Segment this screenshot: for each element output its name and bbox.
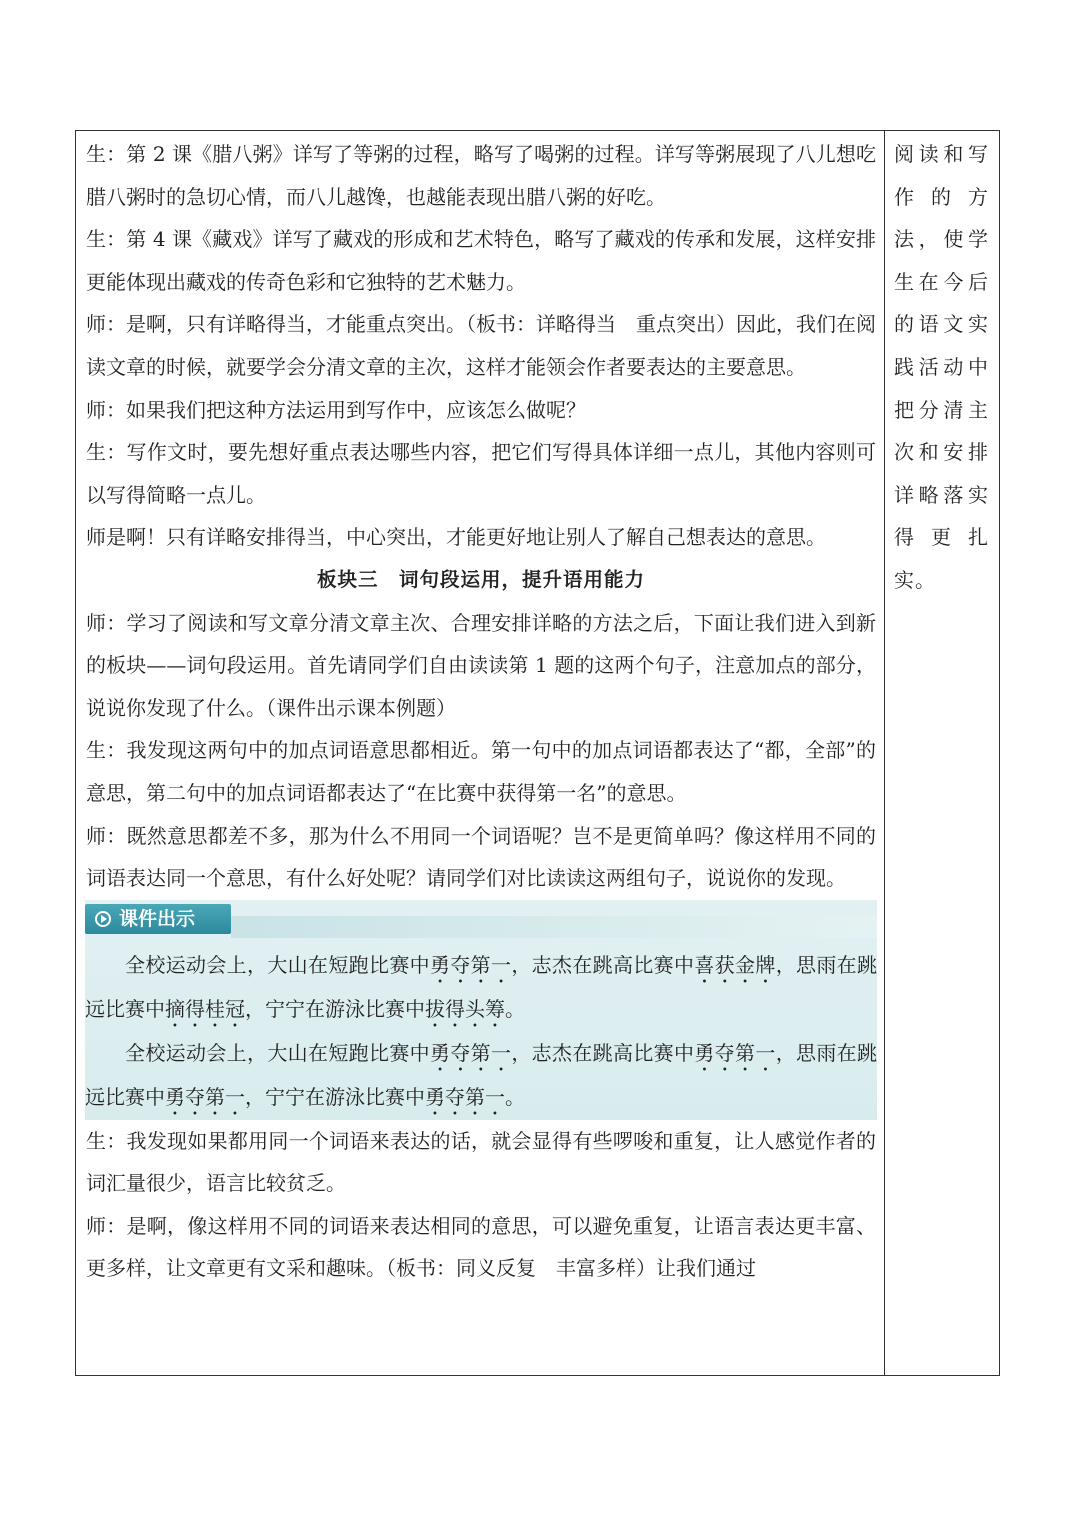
- paragraph-teacher-2: 师：如果我们把这种方法运用到写作中，应该怎么做呢？: [86, 397, 586, 422]
- sentence-text: 。: [505, 1084, 525, 1109]
- paragraph-student-5: 生：我发现如果都用同一个词语来表达的话，就会显得有些啰唆和重复，让人感觉作者的词汇量很少，语言比较贫乏。: [86, 1128, 876, 1196]
- sentence-text: ，宁宁在游泳比赛中: [245, 996, 425, 1021]
- dotted-word: 拔得头筹: [425, 996, 505, 1021]
- sentence-text: ，志杰在跳高比赛中: [511, 1040, 695, 1065]
- dotted-word: 勇夺第一: [430, 1040, 512, 1065]
- dotted-word: 勇夺第一: [430, 952, 512, 977]
- courseware-header: [85, 904, 877, 938]
- courseware-sentences: [85, 944, 877, 1120]
- paragraph-student-1: 生：第 2 课《腊八粥》详写了等粥的过程，略写了喝粥的过程。详写等粥展现了八儿想吃腊八粥时的急切心情，而八儿越馋，也越能表现出腊八粥的好吃。: [86, 142, 876, 209]
- dotted-word: 摘得桂冠: [165, 996, 245, 1021]
- sentence-text: ，思雨在跳远比赛中: [85, 952, 878, 1021]
- sentence-text: ，思雨在跳远比赛中: [85, 1040, 878, 1109]
- courseware-badge: [85, 904, 231, 934]
- column-divider: [884, 131, 885, 1375]
- paragraph-student-2: 生：第 4 课《藏戏》详写了藏戏的形成和艺术特色，略写了藏戏的传承和发展，这样安排更能体现出藏戏的传奇色彩和它独特的艺术魅力。: [86, 227, 876, 294]
- side-column: [894, 133, 989, 602]
- dotted-word: 喜获金牌: [694, 952, 776, 977]
- paragraph-student-4: 生：我发现这两句中的加点词语意思都相近。第一句中的加点词语都表达了“都，全部”的意思，第二句中的加点词语都表达了“在比赛中获得第一名”的意思。: [86, 738, 876, 805]
- example-sentence-2: [85, 1032, 877, 1120]
- paragraph-teacher-4: 师：学习了阅读和写文章分清文章主次、合理安排详略的方法之后，下面让我们进入到新的板块——词句段运用。首先请同学们自由读读第 1 题的这两个句子，注意加点的部分，说说你发现了什么。（课件出示课本例题）: [86, 610, 876, 720]
- dotted-word: 勇夺第一: [425, 1084, 505, 1109]
- section-heading: 板块三 词句段运用，提升语用能力: [316, 567, 645, 591]
- sentence-text: 全校运动会上，大山在短跑比赛中: [125, 952, 430, 977]
- paragraph-teacher-1: 师：是啊，只有详略得当，才能重点突出。（板书：详略得当 重点突出）因此，我们在阅读文章的时候，就要学会分清文章的主次，这样才能领会作者要表达的主要意思。: [86, 312, 876, 379]
- paragraph-teacher-6: 师：是啊，像这样用不同的词语来表达相同的意思，可以避免重复，让语言表达更丰富、更多样，让文章更有文采和趣味。（板书：同义反复 丰富多样）让我们通过: [86, 1213, 876, 1281]
- lesson-plan-table: [75, 130, 1000, 1376]
- design-intent-text: 阅读和写作的方法，使学生在今后的语文实践活动中把分清主次和安排详略落实得更扎实。: [894, 142, 989, 592]
- example-sentence-1: [85, 944, 877, 1032]
- dotted-word: 勇夺第一: [165, 1084, 245, 1109]
- sentence-text: ，志杰在跳高比赛中: [511, 952, 695, 977]
- paragraph-student-3: 生：写作文时，要先想好重点表达哪些内容，把它们写得具体详细一点儿，其他内容则可以写得简略一点儿。: [86, 440, 876, 507]
- courseware-box: [85, 900, 877, 1120]
- courseware-label: 课件出示: [119, 907, 196, 930]
- dotted-word: 勇夺第一: [694, 1040, 776, 1065]
- sentence-text: 。: [505, 996, 525, 1021]
- main-column: [86, 133, 876, 1290]
- sentence-text: 全校运动会上，大山在短跑比赛中: [125, 1040, 430, 1065]
- paragraph-teacher-3: 师是啊！只有详略安排得当，中心突出，才能更好地让别人了解自己想表达的意思。: [86, 525, 826, 550]
- paragraph-teacher-5: 师：既然意思都差不多，那为什么不用同一个词语呢？岂不是更简单吗？像这样用不同的词语表达同一个意思，有什么好处呢？请同学们对比读读这两组句子，说说你的发现。: [86, 823, 876, 891]
- play-circle-icon: [95, 911, 111, 927]
- sentence-text: ，宁宁在游泳比赛中: [245, 1084, 425, 1109]
